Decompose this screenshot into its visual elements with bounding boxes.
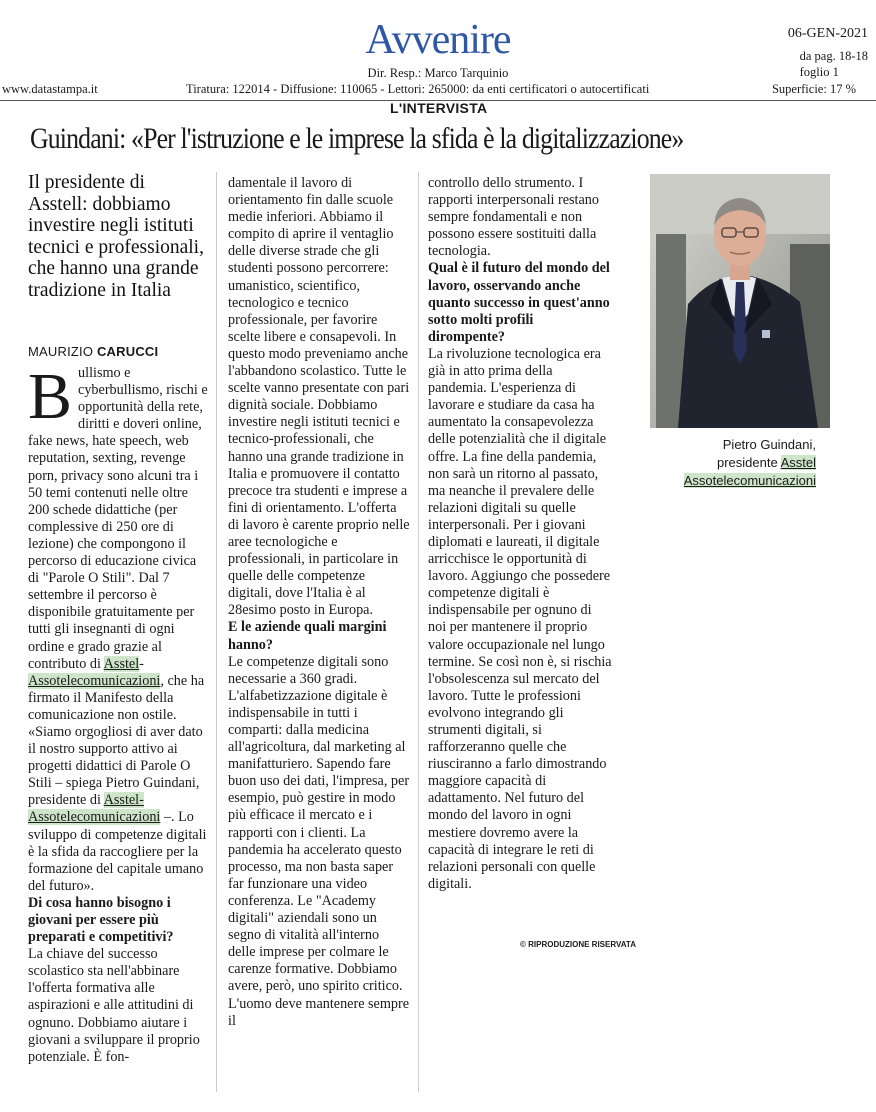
portrait-illustration <box>650 174 830 428</box>
article-paragraph: damentale il lavoro di orientamento fin dalle scuole medie inferiori. Abbiamo il compito di aprire il ventaglio delle diverse strade che gli studenti possono percorrere: umanistico, scientifico, tecnologico e tecnico professionale, per favorire scelte libere e consapevoli. In questo modo preveniamo anche l'abbandono scolastico. Tutte le scelte vanno presentate con pari dignità sociale. Dobbiamo investire negli istituti tecnici e tecnico-professionali, che hanno una grande tradizione in Italia e promuovere il contatto precoce tra studenti e imprese a fini di orientamento. L'offerta di lavoro è carente proprio nelle aree tecnologiche e professionali, in particolare in quelle delle competenze digitali, dove l'Italia è al 28esimo posto in Europa. <box>228 175 410 619</box>
headline: Guindani: «Per l'istruzione e le imprese la sfida è la digitalizzazione» <box>30 122 684 155</box>
drop-cap: B <box>28 360 73 433</box>
caption-text: presidente <box>716 455 781 470</box>
sheet-number: foglio 1 <box>799 65 839 79</box>
portrait-photo <box>650 174 830 428</box>
article-paragraph: La rivoluzione tecnologica era già in atto prima della pandemia. L'esperienza di lavorare e studiare da casa ha aumentato la consapevolezza delle potenzialità che il digitale offre. La fine della pandemia, non sarà un ritorno al passato, ma neanche il prevalere delle relazioni digitali su quelle interpersonali. Per i giovani diplomati e laureati, il digitale arricchisce le opportunità di lavoro. Aggiungo che possedere competenze digitali è indispensabile per ognuno di noi per mantenere il proprio valore occupazionale nel lungo termine. Se così non è, si rischia l'obsolescenza sul mercato del lavoro. Tutte le professioni evolvono integrando gli strumenti digitali, si rafforzeranno quelle che riusciranno a farlo dimostrando maggiore capacità di adattamento. Nel futuro del mondo del lavoro in ogni mestiere dovremo avere la capacità di integrare le reti di relazioni personali con quelle digitali. <box>428 345 612 892</box>
article-dek: Il presidente di Asstell: dobbiamo investire negli istituti tecnici e professionali, che hanno una grande tradizione in Italia <box>28 172 204 301</box>
caption-role <box>650 454 816 472</box>
photo-caption <box>650 436 816 490</box>
publication-date: 06-GEN-2021 <box>787 26 868 41</box>
director-line: Dir. Resp.: Marco Tarquinio <box>367 66 509 80</box>
website-link[interactable]: www.datastampa.it <box>2 82 98 96</box>
column-divider <box>216 172 217 1092</box>
article-column-1 <box>28 360 208 1066</box>
interview-question: Qual è il futuro del mondo del lavoro, osservando anche quanto successo in quest'anno sotto molti profili dirompente? <box>428 260 610 345</box>
copyright-notice: © RIPRODUZIONE RISERVATA <box>520 940 636 949</box>
highlighted-term-asstel[interactable]: Asstel <box>103 655 140 672</box>
highlighted-term-asstel-assotelecomunicazioni[interactable]: Asstel-Assotelecomunicazioni <box>28 792 161 826</box>
article-paragraph: La chiave del successo scolastico sta nell'abbinare l'offerta formativa alle aspirazioni e alle attitudini di ognuno. Dobbiamo aiutare i giovani a sviluppare il proprio potenziale. È fon- <box>28 946 200 1065</box>
paragraph-text: , che ha firmato il Manifesto della comunicazione non ostile. «Siamo orgogliosi di aver dato il nostro supporto attivo ai progetti didattici di Parole O Stili – spiega Pietro Guindani, presidente di <box>28 672 205 809</box>
caption-org <box>650 472 816 490</box>
column-divider <box>418 172 419 1092</box>
author-first-name: MAURIZIO <box>28 344 94 359</box>
highlighted-term-assotelecomunicazioni[interactable]: Assotelecomunicazioni <box>683 473 816 488</box>
masthead-logo: Avvenire <box>365 17 511 63</box>
article-column-3 <box>428 175 612 893</box>
article-paragraph: Le competenze digitali sono necessarie a 360 gradi. L'alfabetizzazione digitale è indispensabile in tutti i comparti: dalla medicina all'agricoltura, dal marketing al manifatturiero. Sapendo fare buon uso dei dati, l'impresa, per esempio, può gestire in modo più efficace il mercato e i rapporti con i clienti. La pandemia ha accelerato questo processo, ma non basta saper far funzionare una video conferenza. Le "Academy digitali" aziendali sono un segno di vitalità all'interno delle imprese per colmare le carenze formative. Dobbiamo avere, però, uno spirito critico. L'uomo deve mantenere sempre il <box>228 653 410 1029</box>
author-last-name: CARUCCI <box>96 344 159 359</box>
page-range: da pag. 18-18 <box>799 49 868 63</box>
section-label: L'INTERVISTA <box>390 100 488 116</box>
highlighted-term-asstel[interactable]: Asstel <box>780 455 816 470</box>
byline <box>28 344 158 359</box>
paragraph-text: ullismo e cyberbullismo, rischi e opportunità della rete, diritti e doveri online, fake news, hate speech, web reputation, sexting, revenge porn, privacy sono alcuni tra i 50 temi contenuti nelle oltre 200 schede didattiche (per complessive di 250 ore di lezione) che compongono il percorso di educazione civica di "Parole O Stili". Dal 7 settembre il percorso è disponibile gratuitamente per tutti gli insegnanti di ogni ordine e grado grazie al contributo di <box>28 365 208 672</box>
article-column-2 <box>228 175 410 1030</box>
caption-name: Pietro Guindani, <box>722 437 816 452</box>
dash: - <box>139 655 144 672</box>
article-paragraph <box>28 360 208 895</box>
surface-percent: Superficie: 17 % <box>771 82 856 96</box>
circulation-stats: Tiratura: 122014 - Diffusione: 110065 - Lettori: 265000: da enti certificatori o autocertificati <box>186 82 650 96</box>
circulation-info-bar <box>0 82 876 98</box>
article-paragraph: controllo dello strumento. I rapporti interpersonali restano sempre fondamentali e non possono essere sostituiti dalla tecnologia. <box>428 175 599 260</box>
paragraph-text: –. Lo sviluppo di competenze digitali è la sfida da raccogliere per la formazione del capitale umano del futuro». <box>28 809 207 894</box>
interview-question: E le aziende quali margini hanno? <box>228 619 387 653</box>
highlighted-term-assotelecomunicazioni[interactable]: Assotelecomunicazioni <box>28 672 161 689</box>
interview-question: Di cosa hanno bisogno i giovani per essere più preparati e competitivi? <box>28 894 174 946</box>
